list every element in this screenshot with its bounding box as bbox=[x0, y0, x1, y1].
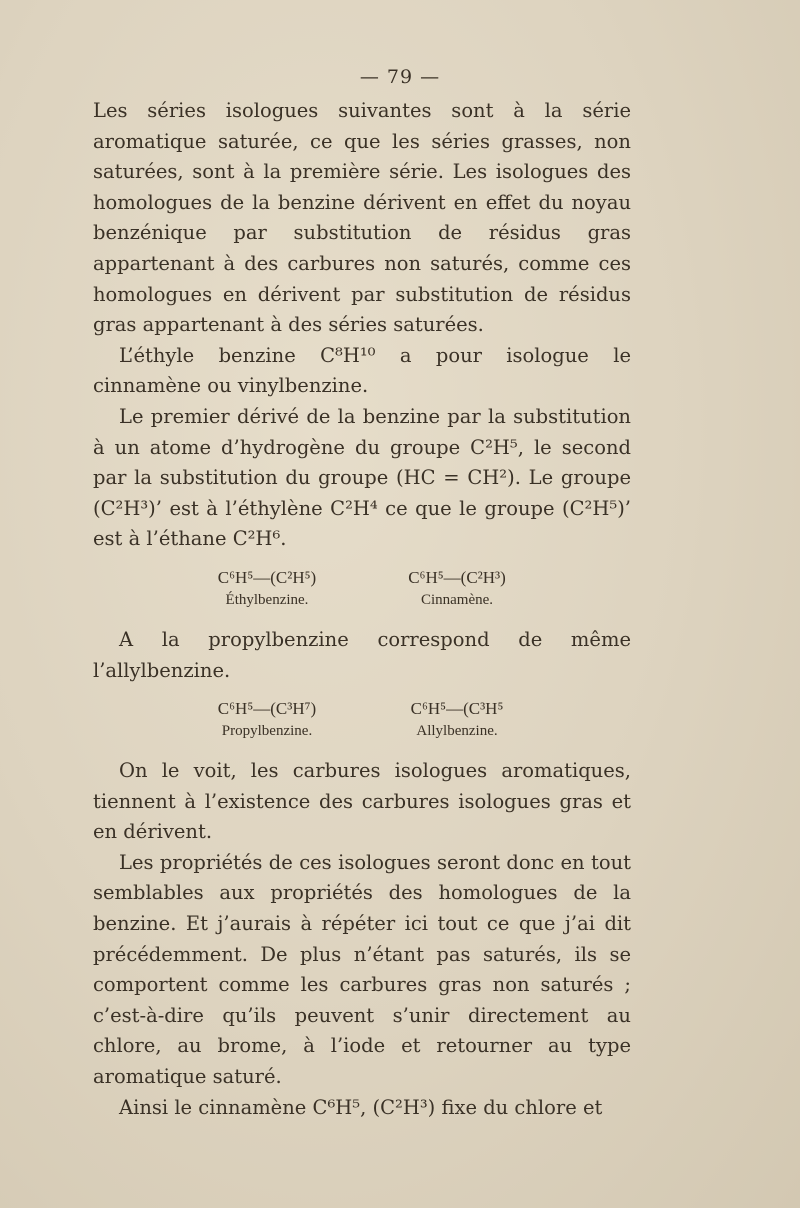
paragraph: Ainsi le cinnamène C⁶H⁵, (C²H³) fixe du chlore et bbox=[119, 1095, 603, 1119]
formula-entry bbox=[192, 567, 342, 611]
formula-entry bbox=[382, 698, 532, 742]
chemical-formula: C⁶H⁵—(C²H⁵) bbox=[217, 567, 317, 587]
chemical-formula: C⁶H⁵—(C³H⁵ bbox=[410, 699, 504, 719]
compound-name: Éthylbenzine. bbox=[225, 591, 309, 608]
compound-name: Propylbenzine. bbox=[221, 723, 313, 740]
formula-entry bbox=[192, 698, 342, 742]
formula-entry bbox=[382, 567, 532, 611]
chemical-formula: C⁶H⁵—(C³H⁷) bbox=[217, 699, 317, 719]
paragraph: Les séries isologues suivantes sont à la série aromatique saturée, ce que les séries grasses, non saturées, sont à la première série. Les isologues des homologues de la benzine dérivent en effet du noyau benzénique par substitution de résidus gras appartenant à des carbures non saturés, comme ces homologues en dérivent par substitution de résidus gras appartenant à des séries saturées. bbox=[93, 99, 631, 337]
paragraph: On le voit, les carbures isologues aromatiques, tiennent à l’existence des carbures isologues gras et en dérivent. bbox=[93, 759, 631, 844]
paragraph: Le premier dérivé de la benzine par la substitution à un atome d’hydrogène du groupe C²H⁵, le second par la substitution du groupe (HC = CH²). Le groupe (C²H³)’ est à l’éthylène C²H⁴ ce que le groupe (C²H⁵)’ est à l’éthane C²H⁶. bbox=[93, 404, 631, 551]
formula-table-propyl bbox=[93, 698, 631, 742]
chemical-formula: C⁶H⁵—(C²H³) bbox=[408, 567, 506, 587]
compound-name: Cinnamène. bbox=[420, 591, 494, 608]
formula-table-ethyl bbox=[93, 567, 631, 611]
page-number: — 79 — bbox=[359, 66, 441, 88]
paragraph: L’éthyle benzine C⁸H¹⁰ a pour isologue le cinnamène ou vinylbenzine. bbox=[93, 343, 631, 398]
paragraph: A la propylbenzine correspond de même l’allylbenzine. bbox=[93, 627, 631, 682]
compound-name: Allylbenzine. bbox=[416, 723, 498, 740]
paragraph: Les propriétés de ces isologues seront donc en tout semblables aux propriétés des homologues de la benzine. Et j’aurais à répéter ici tout ce que j’ai dit précédemment. De plus n’étant pas saturés, ils se comportent comme les carbures gras non saturés ; c’est-à-dire qu’ils peuvent s’unir directement au chlore, au brome, à l’iode et retourner au type aromatique saturé. bbox=[93, 850, 631, 1089]
page-body bbox=[93, 96, 631, 1123]
